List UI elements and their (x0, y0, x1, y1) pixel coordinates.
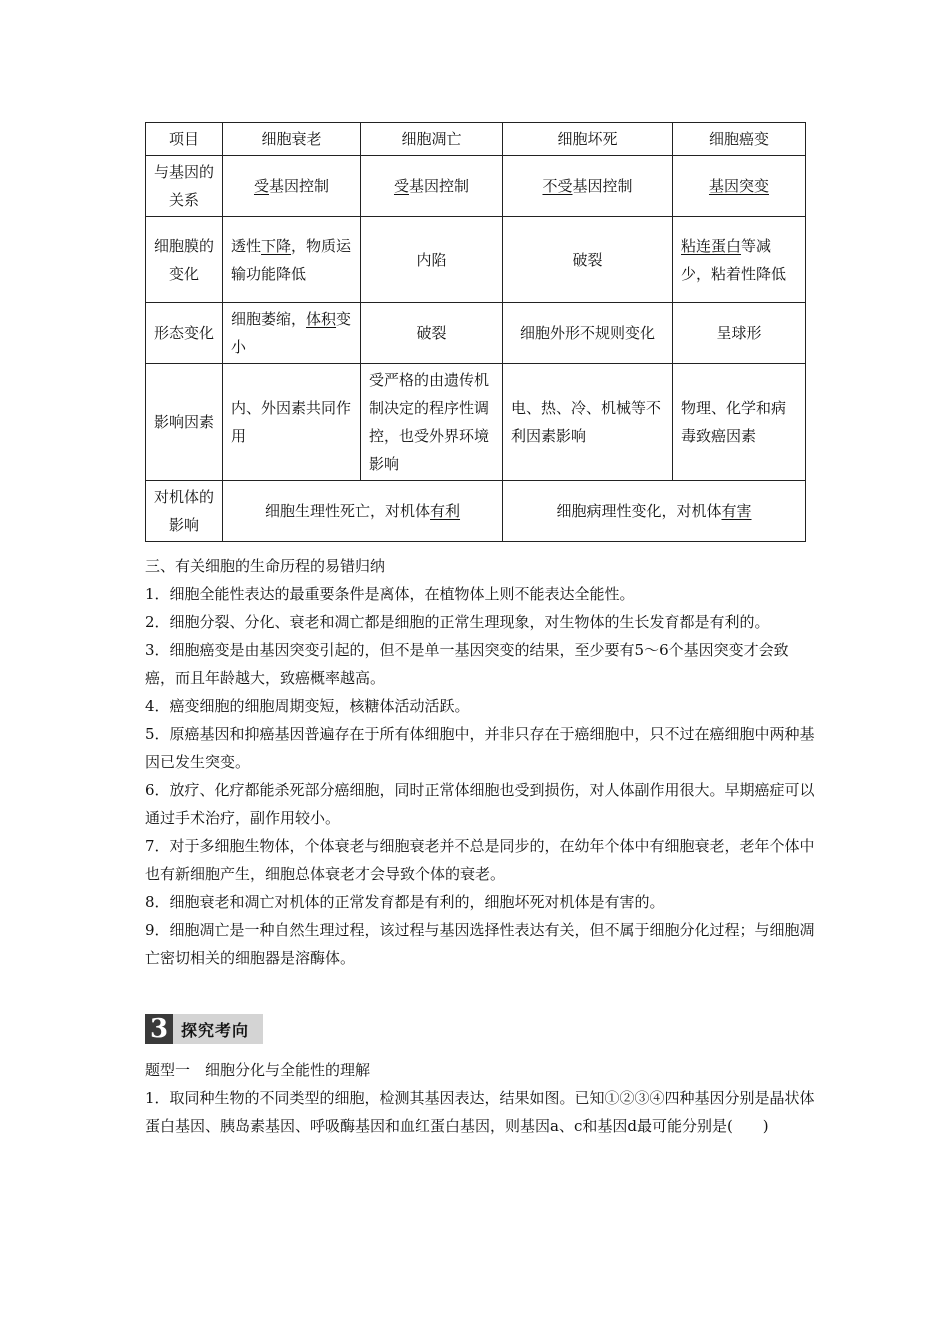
list-item: 3．细胞癌变是由基因突变引起的，但不是单一基因突变的结果，至少要有5～6个基因突变才会致癌，而且年龄越大，致癌概率越高。 (145, 641, 789, 687)
table-cell (503, 156, 673, 217)
table-row (146, 303, 806, 364)
cell-text: 细胞病理性变化，对机体 (556, 502, 722, 520)
cell-text: 细胞外形不规则变化 (519, 324, 655, 342)
cell-text: 基因控制 (572, 177, 633, 195)
table-cell (223, 156, 361, 217)
cell-text: 细胞萎缩， (231, 310, 307, 328)
cell-text: 内、外因素共同作用 (231, 399, 352, 445)
banner-title: 探究考向 (181, 1020, 250, 1040)
cell-text: ，物质运输功能降低 (231, 236, 352, 283)
table-cell (503, 217, 673, 303)
comparison-table (145, 122, 806, 542)
row-label-cell: 与基因的关系 (146, 156, 223, 217)
table-cell (503, 364, 673, 481)
error-summary-section (145, 552, 815, 972)
row-label-cell: 形态变化 (146, 303, 223, 364)
cell-text: 变小 (231, 310, 352, 356)
cell-text: 破裂 (416, 324, 447, 342)
list-item: 6．放疗、化疗都能杀死部分癌细胞，同时正常体细胞也受到损伤，对人体副作用很大。早期癌症可以通过手术治疗，副作用较小。 (145, 781, 815, 827)
header-cell: 细胞凋亡 (361, 123, 503, 156)
list-item: 1．细胞全能性表达的最重要条件是离体，在植物体上则不能表达全能性。 (145, 585, 635, 603)
row-label-cell: 对机体的影响 (146, 481, 223, 542)
question-section (145, 1056, 815, 1140)
table-cell (673, 303, 806, 364)
cell-text: 等减少，粘着性降低 (681, 236, 787, 283)
table-cell (361, 364, 503, 481)
merged-cell (503, 481, 806, 542)
banner-number: 3 (145, 1014, 173, 1044)
list-item: 4．癌变细胞的细胞周期变短，核糖体活动活跃。 (145, 697, 470, 715)
cell-text: 破裂 (572, 250, 603, 269)
cell-text: 物理、化学和病毒致癌因素 (681, 399, 787, 445)
table-row (146, 481, 806, 542)
list-item: 9．细胞凋亡是一种自然生理过程，该过程与基因选择性表达有关，但不属于细胞分化过程；与细胞凋亡密切相关的细胞器是溶酶体。 (145, 921, 815, 967)
table-cell (673, 217, 806, 303)
header-cell: 细胞坏死 (503, 123, 673, 156)
table-cell (361, 217, 503, 303)
table-cell (361, 303, 503, 364)
list-item: 5．原癌基因和抑癌基因普遍存在于所有体细胞中，并非只存在于癌细胞中，只不过在癌细胞中两种基因已发生突变。 (145, 725, 815, 771)
table-cell (503, 303, 673, 364)
table-row (146, 217, 806, 303)
header-cell: 项目 (146, 123, 223, 156)
list-item: 7．对于多细胞生物体，个体衰老与细胞衰老并不总是同步的，在幼年个体中有细胞衰老，老年个体中也有新细胞产生，细胞总体衰老才会导致个体的衰老。 (145, 837, 815, 883)
header-cell: 细胞衰老 (223, 123, 361, 156)
underlined-text: 有利 (430, 502, 461, 520)
list-item: 8．细胞衰老和凋亡对机体的正常发育都是有利的，细胞坏死对机体是有害的。 (145, 893, 665, 911)
cell-text: 基因控制 (269, 177, 330, 195)
row-label-cell: 细胞膜的变化 (146, 217, 223, 303)
row-label-cell: 影响因素 (146, 364, 223, 481)
table-row (146, 156, 806, 217)
table-cell (223, 217, 361, 303)
section-banner (145, 1014, 263, 1044)
question-type-heading: 题型一 细胞分化与全能性的理解 (145, 1061, 371, 1079)
table-cell (361, 156, 503, 217)
section-heading: 三、有关细胞的生命历程的易错归纳 (145, 557, 386, 575)
underlined-text: 基因突变 (708, 177, 769, 195)
table-cell (673, 156, 806, 217)
underlined-text: 粘连蛋白 (681, 236, 742, 255)
underlined-text: 下降 (261, 236, 292, 255)
table-row (146, 364, 806, 481)
table-cell (673, 364, 806, 481)
cell-text: 细胞生理性死亡，对机体 (264, 502, 430, 520)
underlined-text: 不受 (542, 177, 573, 195)
underlined-text: 受 (253, 177, 269, 195)
header-cell: 细胞癌变 (673, 123, 806, 156)
merged-cell (223, 481, 503, 542)
cell-text: 受严格的由遗传机制决定的程序性调控，也受外界环境影响 (369, 371, 490, 473)
table-cell (223, 364, 361, 481)
underlined-text: 受 (393, 177, 409, 195)
table-cell (223, 303, 361, 364)
cell-text: 电、热、冷、机械等不利因素影响 (511, 399, 662, 445)
question-text: 1．取同种生物的不同类型的细胞，检测其基因表达，结果如图。已知①②③④四种基因分别是晶状体蛋白基因、胰岛素基因、呼吸酶基因和血红蛋白基因，则基因a、c和基因d最可能分别是( ) (145, 1089, 815, 1135)
cell-text: 呈球形 (716, 324, 762, 342)
cell-text: 透性 (231, 236, 262, 255)
underlined-text: 体积 (306, 310, 337, 328)
list-item: 2．细胞分裂、分化、衰老和凋亡都是细胞的正常生理现象，对生物体的生长发育都是有利的。 (145, 613, 770, 631)
cell-text: 基因控制 (409, 177, 470, 195)
cell-text: 内陷 (416, 250, 447, 269)
underlined-text: 有害 (721, 502, 752, 520)
table-header-row (146, 123, 806, 156)
